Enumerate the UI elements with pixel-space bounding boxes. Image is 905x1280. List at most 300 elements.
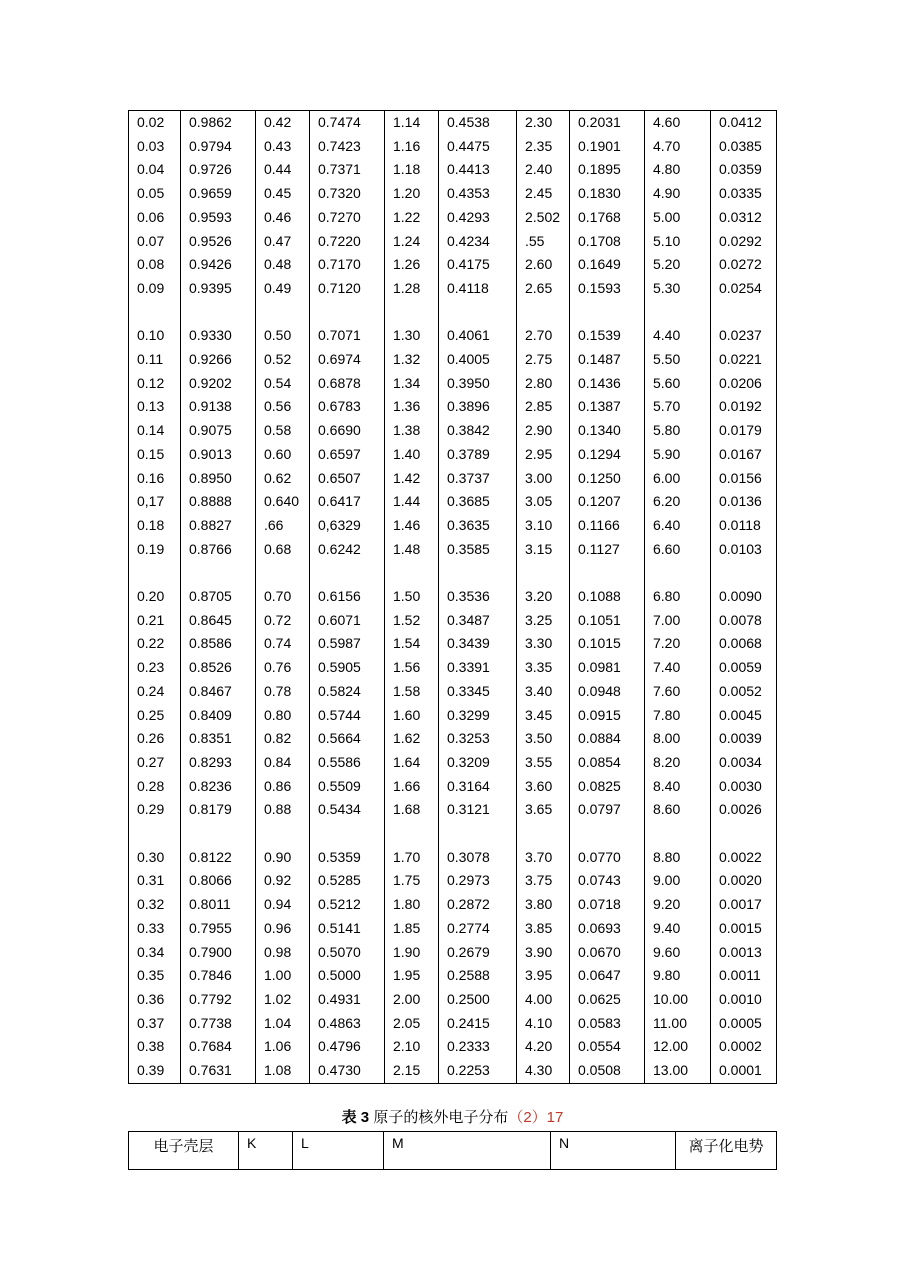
table-cell: 0.5285 <box>310 869 385 893</box>
table-cell: 2.90 <box>517 419 570 443</box>
table-cell: 1.18 <box>385 158 439 182</box>
table-row <box>129 680 777 704</box>
table-cell: 9.00 <box>645 869 711 893</box>
table-cell: 5.00 <box>645 206 711 230</box>
table-cell: 0.2253 <box>439 1059 517 1083</box>
table-cell: 0.22 <box>129 632 181 656</box>
table-cell: 0.84 <box>256 751 310 775</box>
table-cell: 0.4005 <box>439 348 517 372</box>
table-cell: 0.42 <box>256 111 310 135</box>
table-cell: 0.0002 <box>711 1035 777 1059</box>
table-cell: 2.65 <box>517 277 570 301</box>
table-cell: 0.3078 <box>439 846 517 870</box>
table-row <box>129 727 777 751</box>
table-cell: 0.6507 <box>310 467 385 491</box>
table-cell: 3.50 <box>517 727 570 751</box>
table-cell: 3.20 <box>517 585 570 609</box>
table-cell: 0.5141 <box>310 917 385 941</box>
table-row <box>129 917 777 941</box>
table-cell: 0.4730 <box>310 1059 385 1083</box>
table-cell <box>385 822 439 846</box>
table-cell: 1.08 <box>256 1059 310 1083</box>
table-cell: 5.70 <box>645 395 711 419</box>
table-cell: 0.1539 <box>570 324 645 348</box>
table-cell: 0.3950 <box>439 372 517 396</box>
table-cell: 0.7423 <box>310 135 385 159</box>
table-cell: 0.0412 <box>711 111 777 135</box>
table-cell: 6.80 <box>645 585 711 609</box>
table-cell: 0.54 <box>256 372 310 396</box>
table-cell: 0.0693 <box>570 917 645 941</box>
table-cell: 4.90 <box>645 182 711 206</box>
table-cell: 0.1340 <box>570 419 645 443</box>
table-cell: 0.9593 <box>181 206 256 230</box>
table-cell: 0.9202 <box>181 372 256 396</box>
table-cell: 0.0915 <box>570 704 645 728</box>
table-cell: 0.2415 <box>439 1012 517 1036</box>
table-cell: 0.16 <box>129 467 181 491</box>
shell-header-row <box>129 1132 777 1170</box>
table-row <box>129 372 777 396</box>
table-cell: 0.02 <box>129 111 181 135</box>
table-cell: 0.56 <box>256 395 310 419</box>
table-row <box>129 941 777 965</box>
table-cell: 2.00 <box>385 988 439 1012</box>
table-cell: 0.1487 <box>570 348 645 372</box>
table-cell: 0.1895 <box>570 158 645 182</box>
table-cell: 9.40 <box>645 917 711 941</box>
table-cell: 1.14 <box>385 111 439 135</box>
table-cell: 0.6783 <box>310 395 385 419</box>
table-cell: 1.20 <box>385 182 439 206</box>
table-cell: 0.08 <box>129 253 181 277</box>
table-cell: 0.19 <box>129 538 181 562</box>
table-cell: 0.3842 <box>439 419 517 443</box>
table-cell: 0.9794 <box>181 135 256 159</box>
table-cell: 0.0981 <box>570 656 645 680</box>
table-cell: 3.95 <box>517 964 570 988</box>
table-row <box>129 419 777 443</box>
table-cell: 0.0272 <box>711 253 777 277</box>
table-cell <box>570 301 645 325</box>
table-row <box>129 490 777 514</box>
table-cell: 0.0647 <box>570 964 645 988</box>
table-cell <box>645 822 711 846</box>
table-cell: 2.45 <box>517 182 570 206</box>
table-cell: 0.1294 <box>570 443 645 467</box>
table-cell: 1.30 <box>385 324 439 348</box>
table-row <box>129 585 777 609</box>
table-cell <box>517 822 570 846</box>
table-cell: 0.6690 <box>310 419 385 443</box>
table-cell: 0.3164 <box>439 775 517 799</box>
table-cell: 0.3299 <box>439 704 517 728</box>
table-cell: 0.2031 <box>570 111 645 135</box>
table-cell: 0.7120 <box>310 277 385 301</box>
table-cell: 0.96 <box>256 917 310 941</box>
header-ionization-potential: 离子化电势 <box>676 1132 777 1170</box>
table-cell: 0.3685 <box>439 490 517 514</box>
table-cell: 0.52 <box>256 348 310 372</box>
table-row <box>129 538 777 562</box>
table-cell: 0.32 <box>129 893 181 917</box>
table-cell: 0.0136 <box>711 490 777 514</box>
table-cell: 0.3487 <box>439 609 517 633</box>
table-cell: 0.06 <box>129 206 181 230</box>
table-cell: 0.34 <box>129 941 181 965</box>
table-cell: 4.10 <box>517 1012 570 1036</box>
table-cell: 4.20 <box>517 1035 570 1059</box>
table-cell: 6.00 <box>645 467 711 491</box>
table-cell: 0.0854 <box>570 751 645 775</box>
table-cell: 1.54 <box>385 632 439 656</box>
table-cell: 0.8827 <box>181 514 256 538</box>
table-cell: 0.1901 <box>570 135 645 159</box>
caption-reference: （2）17 <box>508 1109 564 1126</box>
table-cell: 1.95 <box>385 964 439 988</box>
table-row <box>129 964 777 988</box>
table-cell: 5.50 <box>645 348 711 372</box>
table-cell: 0.5824 <box>310 680 385 704</box>
table-cell: 0.30 <box>129 846 181 870</box>
table-cell: 0.6242 <box>310 538 385 562</box>
table-caption <box>0 1107 905 1129</box>
table-cell: 0.2333 <box>439 1035 517 1059</box>
table-row <box>129 988 777 1012</box>
table-cell: 2.40 <box>517 158 570 182</box>
table-cell: 0.6878 <box>310 372 385 396</box>
table-cell: 0.5359 <box>310 846 385 870</box>
header-electron-shell: 电子壳层 <box>129 1132 239 1170</box>
table-cell: 0.1088 <box>570 585 645 609</box>
table-cell: 0.5509 <box>310 775 385 799</box>
table-cell: 0.31 <box>129 869 181 893</box>
table-cell: 0.45 <box>256 182 310 206</box>
table-cell: 1.56 <box>385 656 439 680</box>
table-cell: 6.60 <box>645 538 711 562</box>
table-row <box>129 751 777 775</box>
table-cell: 0.0039 <box>711 727 777 751</box>
table-cell: 0.5905 <box>310 656 385 680</box>
table-cell: 0.0078 <box>711 609 777 633</box>
table-cell <box>181 561 256 585</box>
table-row <box>129 395 777 419</box>
table-row <box>129 656 777 680</box>
table-cell: 0.3896 <box>439 395 517 419</box>
table-cell: 0.0010 <box>711 988 777 1012</box>
table-cell: 0.0011 <box>711 964 777 988</box>
table-cell: 1.62 <box>385 727 439 751</box>
table-cell: 0.8011 <box>181 893 256 917</box>
table-cell: 0.3391 <box>439 656 517 680</box>
table-cell: 1.22 <box>385 206 439 230</box>
table-cell: 0.09 <box>129 277 181 301</box>
table-cell: 2.10 <box>385 1035 439 1059</box>
table-cell: 0.0103 <box>711 538 777 562</box>
table-cell: 0.9330 <box>181 324 256 348</box>
table-cell: 3.35 <box>517 656 570 680</box>
table-cell: 0.8705 <box>181 585 256 609</box>
table-cell: 0.80 <box>256 704 310 728</box>
table-cell: 0.11 <box>129 348 181 372</box>
value-table <box>128 110 777 1084</box>
table-cell: 0.7071 <box>310 324 385 348</box>
table-cell: 1.02 <box>256 988 310 1012</box>
table-cell: 0.74 <box>256 632 310 656</box>
table-cell: 4.60 <box>645 111 711 135</box>
table-cell: 0.0026 <box>711 798 777 822</box>
table-cell: 0.0335 <box>711 182 777 206</box>
table-cell: 0.4796 <box>310 1035 385 1059</box>
table-cell: 0.4293 <box>439 206 517 230</box>
table-cell: 0.7955 <box>181 917 256 941</box>
table-cell: 0.7474 <box>310 111 385 135</box>
table-cell: 0.0743 <box>570 869 645 893</box>
table-cell: 1.06 <box>256 1035 310 1059</box>
table-cell <box>570 822 645 846</box>
table-cell: 0.0670 <box>570 941 645 965</box>
table-cell: 0.7900 <box>181 941 256 965</box>
table-cell: 0.05 <box>129 182 181 206</box>
table-cell: 5.30 <box>645 277 711 301</box>
table-cell: 0.44 <box>256 158 310 182</box>
table-cell <box>256 822 310 846</box>
table-cell: 0.7270 <box>310 206 385 230</box>
table-cell: 1.00 <box>256 964 310 988</box>
table-cell: 0.0797 <box>570 798 645 822</box>
table-cell: 3.25 <box>517 609 570 633</box>
table-row <box>129 798 777 822</box>
table-cell: 0.5987 <box>310 632 385 656</box>
table-cell: 3.80 <box>517 893 570 917</box>
table-cell: 0.2872 <box>439 893 517 917</box>
table-cell: 0.8351 <box>181 727 256 751</box>
caption-title: 原子的核外电子分布 <box>369 1109 509 1126</box>
table-cell: 0.20 <box>129 585 181 609</box>
table-cell <box>129 822 181 846</box>
table-cell: 9.20 <box>645 893 711 917</box>
table-cell: 3.90 <box>517 941 570 965</box>
table-cell: 0.04 <box>129 158 181 182</box>
table-cell: 1.52 <box>385 609 439 633</box>
table-cell: 0.72 <box>256 609 310 633</box>
table-cell: 0.94 <box>256 893 310 917</box>
table-cell: 0.1387 <box>570 395 645 419</box>
table-cell: 7.60 <box>645 680 711 704</box>
table-cell: 0.7170 <box>310 253 385 277</box>
table-cell: 0.14 <box>129 419 181 443</box>
table-cell: 0.70 <box>256 585 310 609</box>
table-cell: 0.8467 <box>181 680 256 704</box>
table-cell: 0.0090 <box>711 585 777 609</box>
table-cell: 0.1015 <box>570 632 645 656</box>
table-cell: 0.3585 <box>439 538 517 562</box>
table-cell: 3.65 <box>517 798 570 822</box>
table-cell: 3.60 <box>517 775 570 799</box>
table-cell: 0.4118 <box>439 277 517 301</box>
table-cell <box>181 301 256 325</box>
table-cell <box>439 301 517 325</box>
table-cell: 0.5434 <box>310 798 385 822</box>
table-cell: 0.1250 <box>570 467 645 491</box>
table-cell: 6.40 <box>645 514 711 538</box>
table-cell: 0.6417 <box>310 490 385 514</box>
table-row <box>129 704 777 728</box>
table-cell: 1.60 <box>385 704 439 728</box>
table-cell: 0.8645 <box>181 609 256 633</box>
table-cell: 0.0167 <box>711 443 777 467</box>
table-row <box>129 632 777 656</box>
table-cell: 0.29 <box>129 798 181 822</box>
table-cell: 2.80 <box>517 372 570 396</box>
table-cell: 0.10 <box>129 324 181 348</box>
table-cell: 0.37 <box>129 1012 181 1036</box>
table-cell <box>439 822 517 846</box>
table-cell: .66 <box>256 514 310 538</box>
table-cell: 0.640 <box>256 490 310 514</box>
table-cell: 1.24 <box>385 230 439 254</box>
table-cell: 1.58 <box>385 680 439 704</box>
table-cell <box>385 301 439 325</box>
table-cell: 0.4475 <box>439 135 517 159</box>
table-row <box>129 206 777 230</box>
table-cell: 0.26 <box>129 727 181 751</box>
table-cell: 0.3345 <box>439 680 517 704</box>
table-cell: 0.13 <box>129 395 181 419</box>
table-cell: 0.0312 <box>711 206 777 230</box>
table-cell: 0.21 <box>129 609 181 633</box>
table-cell: 0.0385 <box>711 135 777 159</box>
table-cell: 0.0059 <box>711 656 777 680</box>
table-cell: 1.36 <box>385 395 439 419</box>
table-cell: 0.0554 <box>570 1035 645 1059</box>
table-cell: 0.6597 <box>310 443 385 467</box>
table-cell: 1.90 <box>385 941 439 965</box>
table-cell: 0.9862 <box>181 111 256 135</box>
table-cell: 0.0254 <box>711 277 777 301</box>
table-cell: 5.60 <box>645 372 711 396</box>
table-cell: 0.9075 <box>181 419 256 443</box>
table-cell: 0.33 <box>129 917 181 941</box>
table-cell: 7.20 <box>645 632 711 656</box>
table-row <box>129 846 777 870</box>
table-cell: 8.60 <box>645 798 711 822</box>
table-cell: 0.5586 <box>310 751 385 775</box>
table-row <box>129 609 777 633</box>
table-row <box>129 230 777 254</box>
table-cell: 0.7631 <box>181 1059 256 1083</box>
table-cell <box>645 561 711 585</box>
table-cell: 0.0192 <box>711 395 777 419</box>
table-row <box>129 1035 777 1059</box>
table-cell <box>645 301 711 325</box>
table-cell: 0.9426 <box>181 253 256 277</box>
table-cell: 1.48 <box>385 538 439 562</box>
table-cell: 1.04 <box>256 1012 310 1036</box>
table-cell: 0.25 <box>129 704 181 728</box>
table-cell: 0.92 <box>256 869 310 893</box>
table-cell: 0.62 <box>256 467 310 491</box>
table-cell: 0.36 <box>129 988 181 1012</box>
table-cell: 3.30 <box>517 632 570 656</box>
table-cell: 0.7738 <box>181 1012 256 1036</box>
table-cell: 0.4863 <box>310 1012 385 1036</box>
table-cell: 0.1768 <box>570 206 645 230</box>
table-cell: 0.2774 <box>439 917 517 941</box>
table-cell: 5.90 <box>645 443 711 467</box>
table-cell: 0.1708 <box>570 230 645 254</box>
table-cell: 0.8179 <box>181 798 256 822</box>
table-cell: 0.9013 <box>181 443 256 467</box>
table-cell <box>256 301 310 325</box>
table-cell: 0.8586 <box>181 632 256 656</box>
table-cell: 0.1649 <box>570 253 645 277</box>
table-cell: 11.00 <box>645 1012 711 1036</box>
table-cell: 3.40 <box>517 680 570 704</box>
table-cell: 3.75 <box>517 869 570 893</box>
table-cell: 0.6156 <box>310 585 385 609</box>
table-cell: 8.20 <box>645 751 711 775</box>
table-cell: 0.68 <box>256 538 310 562</box>
table-cell: 0.47 <box>256 230 310 254</box>
table-cell: 0.0118 <box>711 514 777 538</box>
table-cell <box>310 301 385 325</box>
table-cell: 1.46 <box>385 514 439 538</box>
table-cell: 0.0237 <box>711 324 777 348</box>
table-cell: 0.46 <box>256 206 310 230</box>
table-cell: 1.64 <box>385 751 439 775</box>
table-cell: 0.7792 <box>181 988 256 1012</box>
table-cell: 0.3737 <box>439 467 517 491</box>
table-cell: 4.70 <box>645 135 711 159</box>
table-cell: 0.0022 <box>711 846 777 870</box>
table-cell: 0.60 <box>256 443 310 467</box>
table-cell: 0.88 <box>256 798 310 822</box>
table-cell: 0.3635 <box>439 514 517 538</box>
table-cell <box>181 822 256 846</box>
table-cell: 0.4538 <box>439 111 517 135</box>
table-cell: 0.7220 <box>310 230 385 254</box>
table-cell: 8.80 <box>645 846 711 870</box>
table-cell <box>517 561 570 585</box>
table-cell: 0.3209 <box>439 751 517 775</box>
table-cell: 6.20 <box>645 490 711 514</box>
table-cell: 0.9266 <box>181 348 256 372</box>
table-cell: 0.1051 <box>570 609 645 633</box>
table-cell: 0,6329 <box>310 514 385 538</box>
table-cell: 2.85 <box>517 395 570 419</box>
table-cell: 0.90 <box>256 846 310 870</box>
table-cell: 1.34 <box>385 372 439 396</box>
table-cell: 0.0001 <box>711 1059 777 1083</box>
table-cell: 7.80 <box>645 704 711 728</box>
table-cell: 0.07 <box>129 230 181 254</box>
table-cell: 0.86 <box>256 775 310 799</box>
table-cell: 0.3536 <box>439 585 517 609</box>
table-cell: 0.4061 <box>439 324 517 348</box>
table-cell: 0.9726 <box>181 158 256 182</box>
table-cell <box>129 561 181 585</box>
table-cell: 1.85 <box>385 917 439 941</box>
table-cell: 0.8888 <box>181 490 256 514</box>
table-cell <box>129 301 181 325</box>
table-cell: 0.0292 <box>711 230 777 254</box>
table-cell: 1.70 <box>385 846 439 870</box>
table-cell: 0.38 <box>129 1035 181 1059</box>
table-cell <box>711 561 777 585</box>
table-cell: 2.35 <box>517 135 570 159</box>
table-cell: 0,17 <box>129 490 181 514</box>
